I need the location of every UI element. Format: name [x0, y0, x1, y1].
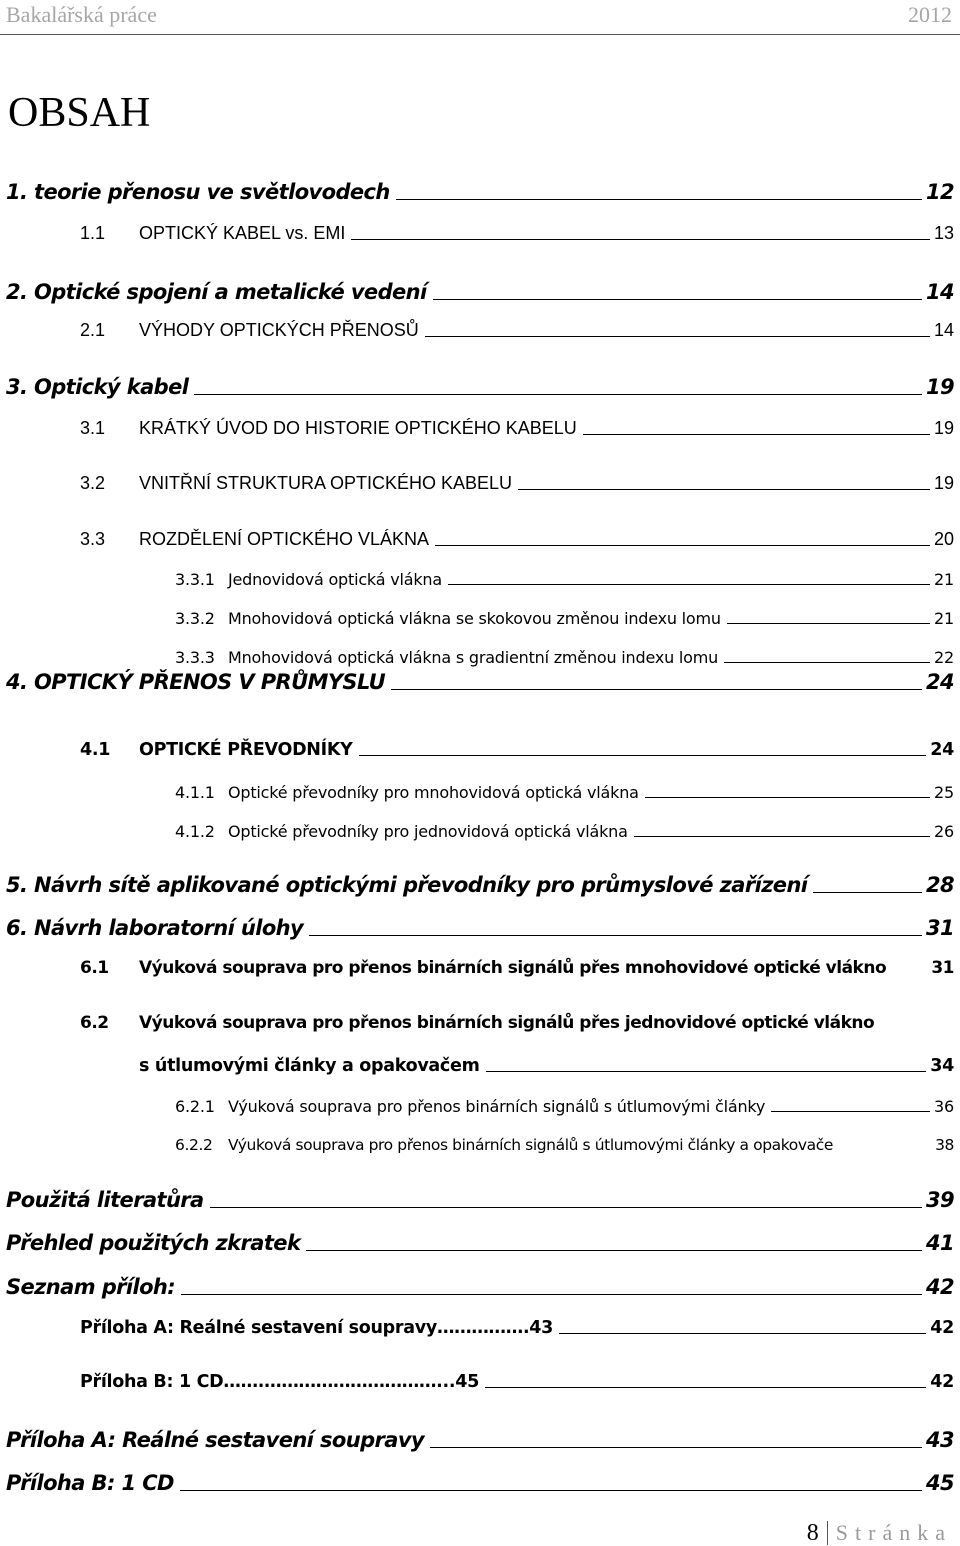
- toc-entry-number: 4.1.1: [175, 783, 215, 802]
- toc-entry-title: Mnohovidová optická vlákna se skokovou změnou indexu lomu: [228, 609, 721, 628]
- toc-entry-title: OPTICKÝ KABEL vs. EMI: [139, 223, 346, 243]
- toc-leader-line: [518, 489, 930, 490]
- toc-leader-line: [771, 1111, 930, 1112]
- toc-entry-title: Příloha B: 1 CD: [6, 1471, 174, 1495]
- toc-leader-line: [485, 1387, 926, 1388]
- toc-entry-title: Příloha B: 1 CD…….…………………………...45: [80, 1372, 479, 1392]
- toc-entry[interactable]: [0, 473, 954, 494]
- toc-entry[interactable]: 2. Optické spojení a metalické vedení 14: [6, 280, 954, 304]
- toc-entry-title: Návrh sítě aplikované optickými převodníky pro průmyslové zařízení: [34, 873, 808, 897]
- toc-leader-line: [359, 755, 927, 756]
- toc-entry-page: 19: [933, 418, 954, 438]
- toc-entry-number: 6.1: [80, 958, 109, 978]
- toc-entry-title: Návrh laboratorní úlohy: [34, 916, 304, 940]
- toc-entry-title: Výuková souprava pro přenos binárních signálů s útlumovými články a opakovače: [228, 1136, 833, 1154]
- toc-entry-title: s útlumovými články a opakovačem: [139, 1056, 480, 1076]
- toc-leader-line: [727, 623, 930, 624]
- toc-leader-line: [309, 935, 922, 936]
- toc-leader-line: [634, 836, 930, 837]
- toc-leader-line: [448, 584, 930, 585]
- toc-leader-line: [210, 1207, 922, 1208]
- toc-entry-number: 6.2.1: [175, 1097, 215, 1116]
- toc-entry-number: 4.1.2: [175, 822, 215, 841]
- toc-entry[interactable]: [0, 1318, 954, 1338]
- toc-entry-title: KRÁTKÝ ÚVOD DO HISTORIE OPTICKÉHO KABELU: [139, 418, 577, 438]
- toc-leader-line: [435, 545, 930, 546]
- toc-entry-page: 42: [925, 1275, 954, 1299]
- toc-entry[interactable]: 4. OPTICKÝ PŘENOS V PRŮMYSLU 24: [6, 670, 954, 694]
- toc-leader-line: [430, 1447, 922, 1448]
- toc-entry[interactable]: [0, 570, 954, 589]
- toc-leader-line: [433, 299, 922, 300]
- toc-entry-number: 3.3.2: [175, 609, 215, 628]
- toc-entry[interactable]: [0, 822, 954, 841]
- toc-leader-line: [425, 336, 930, 337]
- toc-entry-title: Seznam příloh:: [6, 1275, 176, 1299]
- toc-entry[interactable]: [0, 1056, 954, 1076]
- toc-entry-page: 25: [934, 783, 954, 802]
- toc-entry-title: Optické převodníky pro jednovidová optická vlákna: [228, 822, 628, 841]
- toc-entry-page: 12: [925, 180, 954, 204]
- toc-entry[interactable]: 6. Návrh laboratorní úlohy 31: [6, 916, 954, 940]
- toc-entry-page: 21: [934, 570, 954, 589]
- toc-entry-page: 22: [934, 648, 954, 667]
- toc-entry[interactable]: [0, 1275, 954, 1299]
- toc-entry-page: 36: [934, 1097, 954, 1116]
- toc-entry[interactable]: [0, 1471, 954, 1495]
- toc-entry-title: Příloha A: Reálné sestavení soupravy: [6, 1428, 425, 1452]
- toc-leader-line: [180, 1490, 922, 1491]
- toc-entry[interactable]: [0, 1188, 954, 1212]
- toc-leader-line: [396, 199, 922, 200]
- toc-leader-line: [486, 1071, 927, 1072]
- toc-entry-page: 14: [933, 320, 954, 340]
- toc-entry-title: Optické spojení a metalické vedení: [34, 280, 427, 304]
- toc-entry-page: 24: [930, 740, 954, 760]
- toc-entry-title: Přehled použitých zkratek: [6, 1231, 301, 1255]
- toc-entry-page: 21: [934, 609, 954, 628]
- toc-entry-title: Výuková souprava pro přenos binárních signálů přes mnohovidové optické vlákno: [139, 958, 887, 978]
- toc-entry-number: 3.3: [80, 529, 106, 549]
- page-title: OBSAH: [8, 90, 151, 136]
- toc-entry-number: 3.1: [80, 418, 106, 438]
- toc-entry[interactable]: [0, 1428, 954, 1452]
- toc-entry[interactable]: 1. teorie přenosu ve světlovodech 12: [6, 180, 954, 204]
- toc-entry-page: 19: [933, 473, 954, 493]
- footer-page-number: 8: [807, 1521, 828, 1545]
- toc-leader-line: [194, 394, 922, 395]
- toc-entry-title: Optické převodníky pro mnohovidová optická vlákna: [228, 783, 639, 802]
- header-document-type: Bakalářská práce: [6, 2, 157, 27]
- toc-entry-page: 28: [925, 873, 954, 897]
- toc-entry-page: 14: [925, 280, 954, 304]
- toc-entry-title: teorie přenosu ve světlovodech: [34, 180, 390, 204]
- toc-entry-page: 26: [934, 822, 954, 841]
- toc-entry[interactable]: [0, 1097, 954, 1116]
- page-footer: [807, 1520, 952, 1546]
- toc-entry-title: Příloha A: Reálné sestavení soupravy…………….43: [80, 1318, 554, 1338]
- toc-entry-title: Mnohovidová optická vlákna s gradientní změnou indexu lomu: [228, 648, 719, 667]
- toc-entry-page: 42: [930, 1372, 954, 1392]
- toc-entry[interactable]: [0, 1136, 954, 1154]
- toc-entry-title: OPTICKÝ PŘENOS V PRŮMYSLU: [34, 670, 386, 694]
- toc-entry-title: VNITŘNÍ STRUKTURA OPTICKÉHO KABELU: [139, 473, 513, 493]
- toc-entry-page: 19: [925, 375, 954, 399]
- toc-entry-page: 20: [933, 529, 954, 549]
- toc-entry-page: 41: [925, 1231, 954, 1255]
- toc-leader-line: [391, 689, 922, 690]
- toc-entry-page: 31: [931, 958, 954, 978]
- toc-entry-number: 3.3.3: [175, 648, 215, 667]
- toc-entry-title: Jednovidová optická vlákna: [228, 570, 442, 589]
- toc-entry-page: 43: [925, 1428, 954, 1452]
- toc-entry[interactable]: [0, 1231, 954, 1255]
- toc-entry[interactable]: [0, 609, 954, 628]
- toc-leader-line: [181, 1294, 922, 1295]
- header-year: 2012: [908, 2, 952, 27]
- toc-entry[interactable]: [0, 783, 954, 802]
- toc-leader-line: [645, 797, 930, 798]
- toc-entry[interactable]: [0, 1013, 954, 1033]
- toc-entry[interactable]: [0, 648, 954, 667]
- toc-entry-title: VÝHODY OPTICKÝCH PŘENOSŮ: [139, 320, 419, 340]
- toc-entry[interactable]: [0, 1372, 954, 1392]
- footer-page-label: Stránka: [835, 1520, 952, 1545]
- toc-entry-page: 42: [930, 1318, 954, 1338]
- toc-leader-line: [813, 892, 922, 893]
- toc-entry[interactable]: 3. Optický kabel 19: [6, 375, 954, 399]
- toc-entry-title: Výuková souprava pro přenos binárních signálů s útlumovými články: [228, 1097, 766, 1116]
- toc-entry-title: ROZDĚLENÍ OPTICKÉHO VLÁKNA: [139, 529, 430, 549]
- toc-entry[interactable]: [0, 529, 954, 550]
- toc-leader-line: [583, 434, 930, 435]
- toc-entry-page: 45: [925, 1471, 954, 1495]
- toc-entry-page: 13: [933, 223, 954, 243]
- toc-entry-number: 1.1: [80, 223, 106, 243]
- toc-entry-number: 3.3.1: [175, 570, 215, 589]
- toc-entry[interactable]: [0, 740, 954, 760]
- toc-entry-title: Výuková souprava pro přenos binárních signálů přes jednovidové optické vlákno: [139, 1013, 875, 1033]
- toc-entry-number: 6.2: [80, 1013, 109, 1033]
- toc-entry-title: Optický kabel: [34, 375, 189, 399]
- toc-entry[interactable]: [0, 320, 954, 341]
- toc-entry-number: 2.1: [80, 320, 106, 340]
- toc-entry-number: 3.2: [80, 473, 106, 493]
- toc-entry-number: 6.2.2: [175, 1136, 213, 1154]
- toc-entry-title: Použitá literatůra: [6, 1188, 204, 1212]
- toc-entry[interactable]: [0, 223, 954, 244]
- toc-entry-page: 31: [925, 916, 954, 940]
- toc-entry-page: 39: [925, 1188, 954, 1212]
- toc-leader-line: [724, 662, 930, 663]
- toc-entry-number: 4.1: [80, 740, 111, 760]
- toc-entry-page: 24: [925, 670, 954, 694]
- toc-entry[interactable]: [0, 958, 954, 978]
- toc-entry-page: 38: [935, 1136, 954, 1154]
- toc-entry-title: OPTICKÉ PŘEVODNÍKY: [139, 740, 353, 760]
- toc-leader-line: [559, 1333, 926, 1334]
- toc-leader-line: [351, 239, 930, 240]
- toc-entry-page: 34: [930, 1056, 954, 1076]
- toc-entry[interactable]: 5. Návrh sítě aplikované optickými převodníky pro průmyslové zařízení 28: [6, 873, 954, 897]
- toc-entry[interactable]: [0, 418, 954, 439]
- toc-leader-line: [306, 1250, 922, 1251]
